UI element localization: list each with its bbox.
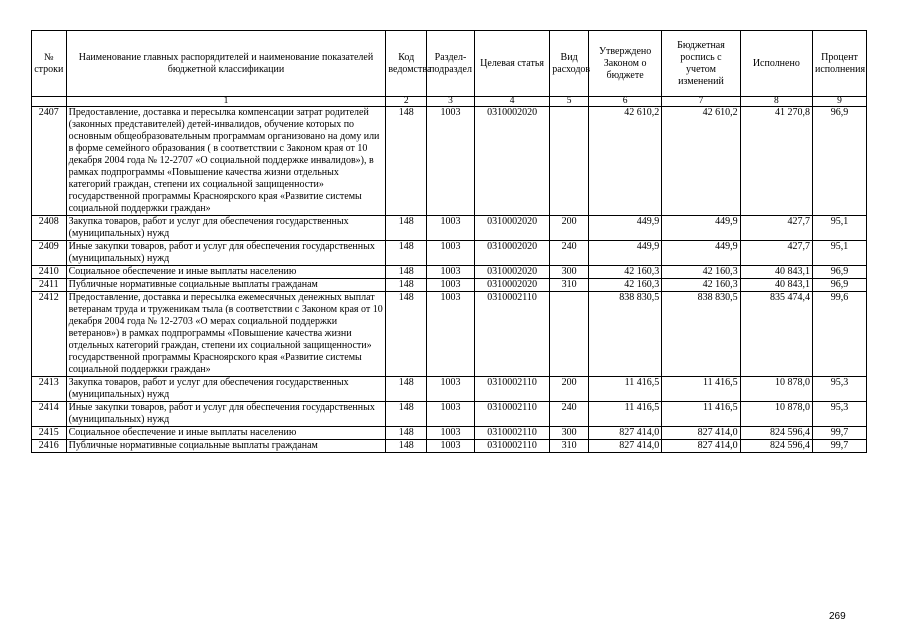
row-percent: 96,9 (812, 266, 866, 279)
row-budget-list: 449,9 (662, 216, 740, 241)
row-executed: 41 270,8 (740, 107, 812, 216)
row-executed: 10 878,0 (740, 402, 812, 427)
table-row (32, 216, 867, 241)
row-target: 0310002020 (474, 107, 549, 216)
row-dept: 148 (386, 402, 427, 427)
row-approved: 449,9 (588, 216, 661, 241)
row-executed: 824 596,4 (740, 440, 812, 453)
row-section: 1003 (427, 427, 475, 440)
row-budget-list: 827 414,0 (662, 427, 740, 440)
row-name: Предоставление, доставка и пересылка компенсации затрат родителей (законных представителей) детей-инвалидов, обучение которых по основным общеобразовательным программам организовано на дому или в форме семейного образования ( в соответствии с Законом края от 10 декабря 2004 года № 12-2707 «О социальной поддержке инвалидов»), в рамках подпрограммы «Повышение качества жизни отдельных категорий граждан, степени их социальной защищенности» государственной программы Красноярского края «Развитие системы социальной поддержки граждан» (66, 107, 386, 216)
row-budget-list: 827 414,0 (662, 440, 740, 453)
row-target: 0310002020 (474, 216, 549, 241)
row-number: 2413 (32, 377, 67, 402)
row-dept: 148 (386, 266, 427, 279)
row-name: Закупка товаров, работ и услуг для обеспечения государственных (муниципальных) нужд (66, 377, 386, 402)
row-section: 1003 (427, 292, 475, 377)
row-approved: 449,9 (588, 241, 661, 266)
row-name: Иные закупки товаров, работ и услуг для обеспечения государственных (муниципальных) нужд (66, 402, 386, 427)
page-number: 269 (829, 611, 846, 622)
header-percent: Процент исполнения (812, 31, 866, 97)
table-row (32, 377, 867, 402)
column-number: 1 (66, 97, 386, 107)
row-number: 2411 (32, 279, 67, 292)
table-row (32, 402, 867, 427)
column-number: 4 (474, 97, 549, 107)
row-target: 0310002020 (474, 266, 549, 279)
header-row-no: № строки (32, 31, 67, 97)
table-row (32, 241, 867, 266)
row-executed: 835 474,4 (740, 292, 812, 377)
row-dept: 148 (386, 216, 427, 241)
row-name: Иные закупки товаров, работ и услуг для обеспечения государственных (муниципальных) нужд (66, 241, 386, 266)
row-section: 1003 (427, 241, 475, 266)
row-name: Социальное обеспечение и иные выплаты населению (66, 427, 386, 440)
row-dept: 148 (386, 279, 427, 292)
row-number: 2415 (32, 427, 67, 440)
row-dept: 148 (386, 241, 427, 266)
row-name: Публичные нормативные социальные выплаты гражданам (66, 440, 386, 453)
row-section: 1003 (427, 266, 475, 279)
row-approved: 827 414,0 (588, 427, 661, 440)
row-exp-type: 200 (550, 377, 589, 402)
row-approved: 42 160,3 (588, 266, 661, 279)
row-target: 0310002110 (474, 427, 549, 440)
row-target: 0310002020 (474, 241, 549, 266)
row-percent: 96,9 (812, 279, 866, 292)
row-approved: 11 416,5 (588, 402, 661, 427)
budget-table (31, 30, 867, 453)
row-exp-type: 310 (550, 440, 589, 453)
row-percent: 99,7 (812, 440, 866, 453)
table-row (32, 292, 867, 377)
row-approved: 827 414,0 (588, 440, 661, 453)
header-target: Целевая статья (474, 31, 549, 97)
row-dept: 148 (386, 292, 427, 377)
row-budget-list: 42 610,2 (662, 107, 740, 216)
row-budget-list: 42 160,3 (662, 279, 740, 292)
row-percent: 95,1 (812, 241, 866, 266)
header-budget-list: Бюджетная роспись с учетом изменений (662, 31, 740, 97)
column-number (32, 97, 67, 107)
row-section: 1003 (427, 402, 475, 427)
row-percent: 96,9 (812, 107, 866, 216)
header-row (32, 31, 867, 97)
column-number: 7 (662, 97, 740, 107)
row-executed: 427,7 (740, 241, 812, 266)
row-approved: 42 160,3 (588, 279, 661, 292)
column-number: 9 (812, 97, 866, 107)
table-row (32, 279, 867, 292)
row-target: 0310002110 (474, 377, 549, 402)
table-row (32, 427, 867, 440)
row-approved: 11 416,5 (588, 377, 661, 402)
row-dept: 148 (386, 107, 427, 216)
table-row (32, 266, 867, 279)
header-section: Раздел-подраздел (427, 31, 475, 97)
row-dept: 148 (386, 377, 427, 402)
header-executed: Исполнено (740, 31, 812, 97)
row-section: 1003 (427, 216, 475, 241)
header-exp-type: Вид расходов (550, 31, 589, 97)
row-dept: 148 (386, 440, 427, 453)
row-exp-type: 200 (550, 216, 589, 241)
header-name: Наименование главных распорядителей и наименование показателей бюджетной классификации (66, 31, 386, 97)
row-approved: 838 830,5 (588, 292, 661, 377)
row-exp-type: 240 (550, 241, 589, 266)
row-budget-list: 42 160,3 (662, 266, 740, 279)
table-row (32, 107, 867, 216)
row-target: 0310002110 (474, 440, 549, 453)
row-number: 2408 (32, 216, 67, 241)
row-budget-list: 838 830,5 (662, 292, 740, 377)
row-executed: 824 596,4 (740, 427, 812, 440)
row-number: 2414 (32, 402, 67, 427)
row-name: Закупка товаров, работ и услуг для обеспечения государственных (муниципальных) нужд (66, 216, 386, 241)
row-name: Социальное обеспечение и иные выплаты населению (66, 266, 386, 279)
row-target: 0310002110 (474, 402, 549, 427)
row-executed: 40 843,1 (740, 266, 812, 279)
table-row (32, 440, 867, 453)
row-percent: 95,3 (812, 377, 866, 402)
row-name: Публичные нормативные социальные выплаты гражданам (66, 279, 386, 292)
row-section: 1003 (427, 279, 475, 292)
row-budget-list: 11 416,5 (662, 377, 740, 402)
row-section: 1003 (427, 377, 475, 402)
header-dept: Код ведомства (386, 31, 427, 97)
row-exp-type: 310 (550, 279, 589, 292)
row-percent: 95,3 (812, 402, 866, 427)
header-approved: Утверждено Законом о бюджете (588, 31, 661, 97)
row-exp-type: 240 (550, 402, 589, 427)
row-number: 2416 (32, 440, 67, 453)
row-section: 1003 (427, 107, 475, 216)
row-dept: 148 (386, 427, 427, 440)
row-number: 2409 (32, 241, 67, 266)
row-section: 1003 (427, 440, 475, 453)
row-target: 0310002110 (474, 292, 549, 377)
row-number: 2412 (32, 292, 67, 377)
row-executed: 40 843,1 (740, 279, 812, 292)
row-percent: 95,1 (812, 216, 866, 241)
column-number-row (32, 97, 867, 107)
row-budget-list: 11 416,5 (662, 402, 740, 427)
column-number: 8 (740, 97, 812, 107)
column-number: 6 (588, 97, 661, 107)
row-executed: 427,7 (740, 216, 812, 241)
row-exp-type: 300 (550, 427, 589, 440)
row-exp-type (550, 107, 589, 216)
row-percent: 99,6 (812, 292, 866, 377)
row-number: 2407 (32, 107, 67, 216)
row-budget-list: 449,9 (662, 241, 740, 266)
row-exp-type: 300 (550, 266, 589, 279)
row-number: 2410 (32, 266, 67, 279)
row-percent: 99,7 (812, 427, 866, 440)
row-name: Предоставление, доставка и пересылка ежемесячных денежных выплат ветеранам труда и труженикам тыла (в соответствии с Законом края от 10 декабря 2004 года № 12-2703 «О мерах социальной поддержки ветеранов») в рамках подпрограммы «Повышение качества жизни отдельных категорий граждан, степени их социальной защищенности» государственной программы Красноярского края «Развитие системы социальной поддержки граждан» (66, 292, 386, 377)
column-number: 3 (427, 97, 475, 107)
column-number: 5 (550, 97, 589, 107)
row-exp-type (550, 292, 589, 377)
column-number: 2 (386, 97, 427, 107)
row-approved: 42 610,2 (588, 107, 661, 216)
row-target: 0310002020 (474, 279, 549, 292)
row-executed: 10 878,0 (740, 377, 812, 402)
